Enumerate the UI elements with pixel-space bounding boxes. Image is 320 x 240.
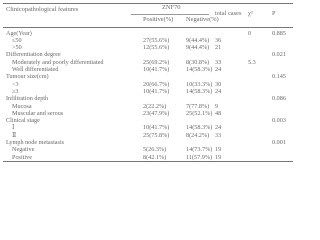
total-cell: 48 bbox=[215, 109, 222, 117]
positive-cell: 20(66.7%) bbox=[143, 80, 170, 88]
total-cell: 36 bbox=[215, 36, 222, 44]
total-cell: 24 bbox=[215, 124, 222, 132]
positive-cell: 10(41.7%) bbox=[143, 87, 170, 95]
row-label: Moderately and poorly differentiated bbox=[12, 58, 104, 66]
negative-cell: 9(44.4%) bbox=[186, 44, 210, 52]
row-label: Well differentiated bbox=[12, 66, 59, 73]
total-cell: 19 bbox=[215, 146, 222, 154]
positive-cell: 25(75.8%) bbox=[143, 131, 170, 139]
negative-cell: 9(44.4%) bbox=[186, 36, 210, 44]
chi-square-cell: 5.3 bbox=[248, 58, 256, 66]
row-label: Mucosa bbox=[12, 102, 32, 110]
total-cell: 24 bbox=[215, 87, 222, 95]
positive-cell: 27(55.6%) bbox=[143, 36, 170, 44]
positive-cell: 12(55.6%) bbox=[143, 44, 170, 52]
total-cell: 33 bbox=[215, 131, 222, 139]
positive-cell: 8(42.1%) bbox=[143, 153, 167, 161]
row-label: Positive bbox=[12, 153, 32, 161]
table-header-rule bbox=[3, 27, 293, 28]
p-value-cell: 0.021 bbox=[272, 51, 286, 59]
total-cell: 30 bbox=[215, 80, 222, 88]
total-cell: 19 bbox=[215, 153, 222, 161]
row-label: >50 bbox=[12, 44, 22, 52]
header-p-value: P bbox=[272, 10, 276, 17]
total-cell: 9 bbox=[215, 102, 219, 110]
negative-cell: 14(73.7%) bbox=[186, 146, 213, 154]
header-negative: Negative(%) bbox=[186, 16, 219, 23]
negative-cell: 14(58.3%) bbox=[186, 124, 213, 132]
negative-cell: 8(30.8%) bbox=[186, 58, 210, 66]
row-label: ≥3 bbox=[12, 87, 19, 95]
row-label: Tumour size(cm) bbox=[6, 73, 49, 81]
p-value-cell: 0.003 bbox=[272, 117, 286, 125]
p-value-cell: 0.001 bbox=[272, 139, 286, 146]
header-group: ZNF70 bbox=[162, 4, 181, 11]
negative-cell: 11(57.9%) bbox=[186, 153, 213, 161]
table-top-rule bbox=[3, 3, 293, 4]
positive-cell: 2(22.2%) bbox=[143, 102, 167, 110]
negative-cell: 7(77.8%) bbox=[186, 102, 210, 110]
total-cell: 21 bbox=[215, 44, 222, 52]
negative-cell: 25(52.1%) bbox=[186, 109, 213, 117]
negative-cell: 14(58.3%) bbox=[186, 66, 213, 73]
positive-cell: 10(41.7%) bbox=[143, 66, 170, 73]
positive-cell: 5(26.3%) bbox=[143, 146, 167, 154]
header-total: total cases bbox=[215, 10, 242, 17]
row-label: Lymph node metastasis bbox=[6, 139, 65, 146]
total-cell: 24 bbox=[215, 66, 222, 73]
negative-cell: 8(24.2%) bbox=[186, 131, 210, 139]
positive-cell: 10(41.7%) bbox=[143, 124, 170, 132]
positive-cell: 23(47.9%) bbox=[143, 109, 170, 117]
p-value-cell: 0.885 bbox=[272, 29, 286, 37]
row-label: ≤50 bbox=[12, 36, 22, 44]
row-label: Age(Year) bbox=[6, 29, 32, 37]
header-positive: Positive(%) bbox=[143, 16, 174, 23]
row-label: Muscular and serous bbox=[12, 109, 64, 117]
negative-cell: 14(58.3%) bbox=[186, 87, 213, 95]
negative-cell: 10(33.3%) bbox=[186, 80, 213, 88]
header-chi-square: χ² bbox=[248, 10, 253, 17]
row-label: Ⅰ bbox=[12, 124, 15, 132]
header-characteristics: Clinicopathological features bbox=[6, 6, 79, 13]
row-label: Ⅱ bbox=[12, 131, 17, 139]
total-cell: 33 bbox=[215, 58, 222, 66]
p-value-cell: 0.086 bbox=[272, 95, 286, 103]
row-label: Negative bbox=[12, 146, 35, 154]
row-label: <3 bbox=[12, 80, 19, 88]
row-label: Clinical stage bbox=[6, 117, 40, 125]
row-label: Infiltration depth bbox=[6, 95, 49, 103]
group-header-rule bbox=[131, 14, 209, 15]
chi-square-cell: 0 bbox=[248, 29, 252, 37]
row-label: Differentiation degree bbox=[6, 51, 61, 59]
positive-cell: 25(69.2%) bbox=[143, 58, 170, 66]
p-value-cell: 0.145 bbox=[272, 73, 286, 81]
